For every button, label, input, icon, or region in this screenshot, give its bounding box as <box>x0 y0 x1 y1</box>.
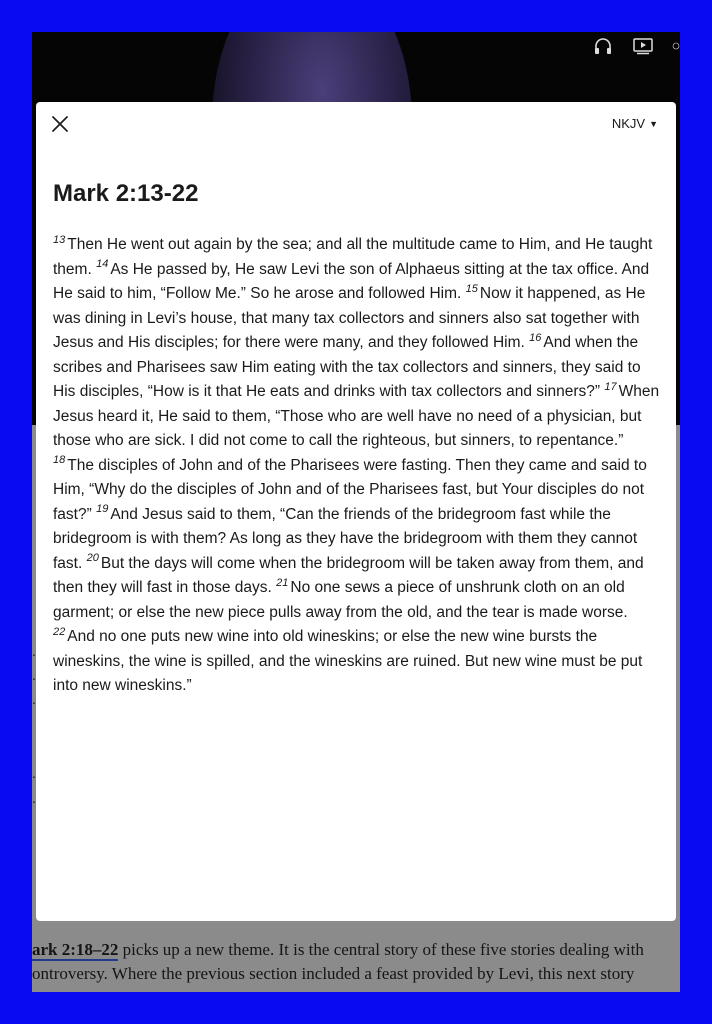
verse-text: As He passed by, He saw Levi the son of Alphaeus sitting at the tax office. And He said to him, “Follow Me.” So he arose and followed Him. <box>53 260 650 302</box>
clock-icon[interactable] <box>672 36 680 56</box>
scripture-popup <box>36 102 676 921</box>
verse-text: The disciples of John and of the Pharisees were fasting. Then they came and said to Him, “Why do the disciples of John and of the Pharisees fast, but Your disciples do not fast?” <box>53 456 647 523</box>
close-button[interactable] <box>50 114 70 134</box>
article-line-2: ontroversy. Where the previous section included a feast provided by Levi, this next story <box>32 964 635 983</box>
verse-22 <box>53 625 643 694</box>
bible-version-label: NKJV <box>611 116 646 131</box>
verse-number: 21 <box>276 576 289 589</box>
verse-number: 14 <box>96 258 109 271</box>
verse-number: 20 <box>86 552 99 565</box>
verse-number: 18 <box>53 454 66 467</box>
article-fragment: . <box>32 691 36 707</box>
scripture-reference-link[interactable]: ark 2:18–22 <box>32 940 119 959</box>
top-toolbar <box>592 36 680 56</box>
verse-text: Now it happened, as He was dining in Levi’s house, that many tax collectors and sinners also sat together with Jesus and His disciples; for there were many, and they followed Him. <box>53 285 646 351</box>
verse-number: 15 <box>465 282 478 295</box>
verse-text: And Jesus said to them, “Can the friends of the bridegroom fast while the bridegroom is with them? As long as they have the bridegroom with them they cannot fast. <box>53 505 638 572</box>
verse-number: 19 <box>96 503 109 516</box>
article-line-1: ark 2:18–22 picks up a new theme. It is the central story of these five stories dealing with <box>32 940 644 959</box>
verse-text: And no one puts new wine into old wineskins; or else the new wine bursts the wineskins, the wine is spilled, and the wineskins are ruined. But new wine must be put into new wineskins.” <box>53 628 643 694</box>
verse-number: 16 <box>529 331 542 344</box>
article-text <box>32 938 680 986</box>
verse-number: 17 <box>604 380 617 393</box>
verse-text: No one sews a piece of unshrunk cloth on an old garment; or else the new piece pulls away from the old, and the tear is made worse. <box>53 579 628 621</box>
passage-text <box>53 233 663 699</box>
verse-text: When Jesus heard it, He said to them, “Those who are well have no need of a physician, but those who are sick. I did not come to call the righteous, but sinners, to repentance.” <box>53 383 660 449</box>
verse-text: Then He went out again by the sea; and all the multitude came to Him, and He taught them. <box>53 236 653 278</box>
headphones-icon[interactable] <box>592 36 614 56</box>
article-fragment: . <box>32 790 36 806</box>
article-fragment: . <box>32 667 36 683</box>
verse-number: 13 <box>53 233 66 246</box>
passage-title: Mark 2:13-22 <box>53 180 199 207</box>
close-icon <box>50 114 70 134</box>
article-fragment: . <box>32 765 36 781</box>
verse-text: And when the scribes and Pharisees saw Him eating with the tax collectors and sinners, they said to His disciples, “How is it that He eats and drinks with tax collectors and sinners?” <box>53 334 641 400</box>
app-screen <box>32 32 680 992</box>
play-video-icon[interactable] <box>632 36 654 56</box>
caret-down-icon: ▼ <box>649 118 658 129</box>
verse-number: 22 <box>53 625 66 638</box>
verse-text: But the days will come when the bridegroom will be taken away from them, and then they will fast in those days. <box>53 554 644 596</box>
article-fragment: . <box>32 643 36 659</box>
bible-version-selector[interactable] <box>612 116 658 131</box>
